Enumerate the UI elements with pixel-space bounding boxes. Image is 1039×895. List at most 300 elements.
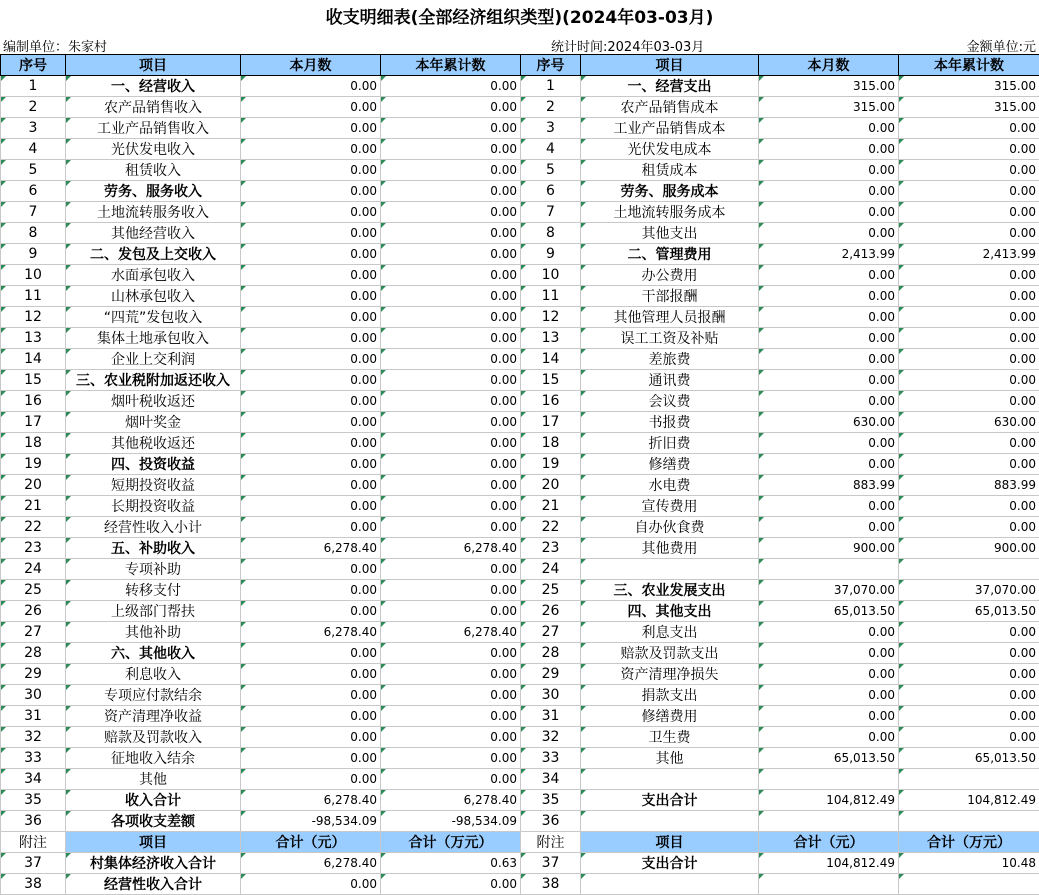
income-ytd-cell: 0.00: [381, 391, 521, 412]
serial-cell: 36: [1, 811, 66, 832]
serial-cell: 25: [1, 580, 66, 601]
expense-month-cell: 0.00: [759, 706, 899, 727]
table-row: [1, 811, 1039, 832]
income-item-cell: 五、补助收入: [66, 538, 241, 559]
income-month-cell: 0.00: [241, 349, 381, 370]
income-ytd-cell: 0.00: [381, 118, 521, 139]
expense-item-cell: [581, 874, 759, 895]
income-item-cell: 工业产品销售收入: [66, 118, 241, 139]
expense-ytd-cell: 883.99: [899, 475, 1039, 496]
income-ytd-cell: 0.00: [381, 244, 521, 265]
income-month-cell: 0.00: [241, 223, 381, 244]
header-row: [1, 55, 1039, 76]
expense-ytd-cell: 0.00: [899, 433, 1039, 454]
serial-cell: 2: [1, 97, 66, 118]
income-ytd-cell: 0.00: [381, 601, 521, 622]
expense-ytd-cell: [899, 874, 1039, 895]
serial-cell: 22: [521, 517, 581, 538]
expense-month-cell: 0.00: [759, 517, 899, 538]
serial-cell: 16: [521, 391, 581, 412]
serial-cell: 26: [521, 601, 581, 622]
income-ytd-cell: 0.00: [381, 706, 521, 727]
expense-item-cell: 利息支出: [581, 622, 759, 643]
serial-cell: 13: [1, 328, 66, 349]
table-row: [1, 370, 1039, 391]
serial-cell: 15: [521, 370, 581, 391]
subheader-row: [1, 832, 1039, 853]
table-row: [1, 454, 1039, 475]
income-item-cell: 土地流转服务收入: [66, 202, 241, 223]
income-ytd-cell: 0.00: [381, 517, 521, 538]
expense-month-cell: 0.00: [759, 664, 899, 685]
income-item-cell: 光伏发电收入: [66, 139, 241, 160]
expense-ytd-cell: [899, 559, 1039, 580]
income-item-cell: 上级部门帮扶: [66, 601, 241, 622]
expense-item-cell: 其他费用: [581, 538, 759, 559]
income-item-cell: 各项收支差额: [66, 811, 241, 832]
income-month-cell: 0.00: [241, 454, 381, 475]
income-month-cell: 6,278.40: [241, 622, 381, 643]
income-ytd-cell: 0.00: [381, 97, 521, 118]
serial-cell: 7: [1, 202, 66, 223]
serial-cell: 31: [521, 706, 581, 727]
expense-month-cell: 0.00: [759, 454, 899, 475]
income-ytd-cell: 0.00: [381, 874, 521, 895]
expense-month-cell: 630.00: [759, 412, 899, 433]
summary-row: [1, 874, 1039, 895]
table-row: [1, 97, 1039, 118]
expense-ytd-cell: 315.00: [899, 76, 1039, 97]
expense-ytd-cell: 0.00: [899, 286, 1039, 307]
serial-cell: 17: [521, 412, 581, 433]
income-month-cell: 0.00: [241, 370, 381, 391]
income-item-cell: 其他经营收入: [66, 223, 241, 244]
expense-item-cell: 资产清理净损失: [581, 664, 759, 685]
income-expense-table: [0, 54, 1039, 895]
income-month-cell: 0.00: [241, 685, 381, 706]
expense-item-cell: 办公费用: [581, 265, 759, 286]
income-month-cell: 0.00: [241, 727, 381, 748]
income-ytd-cell: 0.00: [381, 454, 521, 475]
serial-cell: 17: [1, 412, 66, 433]
table-row: [1, 391, 1039, 412]
income-month-cell: 0.00: [241, 580, 381, 601]
income-month-cell: 0.00: [241, 328, 381, 349]
income-month-cell: 0.00: [241, 601, 381, 622]
serial-cell: 3: [521, 118, 581, 139]
serial-cell: 20: [1, 475, 66, 496]
expense-item-cell: 光伏发电成本: [581, 139, 759, 160]
expense-month-cell: [759, 769, 899, 790]
income-item-cell: 六、其他收入: [66, 643, 241, 664]
expense-item-cell: 土地流转服务成本: [581, 202, 759, 223]
serial-cell: 34: [1, 769, 66, 790]
income-month-cell: 0.00: [241, 265, 381, 286]
income-item-cell: 专项补助: [66, 559, 241, 580]
serial-cell: 6: [1, 181, 66, 202]
income-ytd-cell: 0.00: [381, 265, 521, 286]
table-row: [1, 601, 1039, 622]
expense-item-cell: 修缮费: [581, 454, 759, 475]
income-item-cell: 转移支付: [66, 580, 241, 601]
table-row: [1, 685, 1039, 706]
serial-cell: 29: [1, 664, 66, 685]
income-item-cell: 农产品销售收入: [66, 97, 241, 118]
expense-item-cell: 三、农业发展支出: [581, 580, 759, 601]
table-row: [1, 76, 1039, 97]
serial-cell: 21: [1, 496, 66, 517]
expense-ytd-cell: 65,013.50: [899, 748, 1039, 769]
expense-month-cell: 315.00: [759, 97, 899, 118]
income-item-cell: 烟叶税收返还: [66, 391, 241, 412]
expense-ytd-cell: 0.00: [899, 181, 1039, 202]
table-row: [1, 790, 1039, 811]
income-month-cell: 0.00: [241, 559, 381, 580]
serial-cell: 10: [1, 265, 66, 286]
col-serial-left: 序号: [1, 55, 66, 76]
serial-cell: 15: [1, 370, 66, 391]
expense-ytd-cell: 10.48: [899, 853, 1039, 874]
expense-month-cell: 0.00: [759, 391, 899, 412]
expense-ytd-cell: 0.00: [899, 223, 1039, 244]
income-month-cell: 0.00: [241, 643, 381, 664]
income-ytd-cell: 0.00: [381, 160, 521, 181]
income-item-cell: 集体土地承包收入: [66, 328, 241, 349]
subheader-total-yuan-right: 合计（元）: [759, 832, 899, 853]
expense-ytd-cell: 0.00: [899, 370, 1039, 391]
expense-item-cell: 其他管理人员报酬: [581, 307, 759, 328]
summary-row: [1, 853, 1039, 874]
income-ytd-cell: 0.00: [381, 286, 521, 307]
income-month-cell: 6,278.40: [241, 790, 381, 811]
table-row: [1, 517, 1039, 538]
expense-ytd-cell: 0.00: [899, 643, 1039, 664]
note-label-left: 附注: [1, 832, 66, 853]
expense-item-cell: 误工工资及补贴: [581, 328, 759, 349]
income-month-cell: 0.00: [241, 139, 381, 160]
income-month-cell: 0.00: [241, 118, 381, 139]
serial-cell: 21: [521, 496, 581, 517]
income-ytd-cell: 0.00: [381, 370, 521, 391]
income-month-cell: 0.00: [241, 664, 381, 685]
expense-ytd-cell: 0.00: [899, 685, 1039, 706]
expense-ytd-cell: 65,013.50: [899, 601, 1039, 622]
table-row: [1, 349, 1039, 370]
expense-ytd-cell: 315.00: [899, 97, 1039, 118]
expense-item-cell: 干部报酬: [581, 286, 759, 307]
table-row: [1, 622, 1039, 643]
expense-month-cell: 315.00: [759, 76, 899, 97]
serial-cell: 19: [1, 454, 66, 475]
subheader-total-wan-left: 合计（万元）: [381, 832, 521, 853]
serial-cell: 7: [521, 202, 581, 223]
income-item-cell: 其他税收返还: [66, 433, 241, 454]
serial-cell: 35: [521, 790, 581, 811]
expense-item-cell: 工业产品销售成本: [581, 118, 759, 139]
expense-month-cell: 883.99: [759, 475, 899, 496]
income-item-cell: 收入合计: [66, 790, 241, 811]
expense-item-cell: [581, 559, 759, 580]
serial-cell: 36: [521, 811, 581, 832]
table-row: [1, 727, 1039, 748]
income-ytd-cell: 0.00: [381, 76, 521, 97]
income-item-cell: 烟叶奖金: [66, 412, 241, 433]
table-row: [1, 433, 1039, 454]
income-item-cell: 一、经营收入: [66, 76, 241, 97]
income-ytd-cell: 0.00: [381, 475, 521, 496]
expense-ytd-cell: 0.00: [899, 265, 1039, 286]
income-item-cell: 租赁收入: [66, 160, 241, 181]
serial-cell: 24: [1, 559, 66, 580]
income-item-cell: 经营性收入合计: [66, 874, 241, 895]
serial-cell: 27: [1, 622, 66, 643]
income-item-cell: 村集体经济收入合计: [66, 853, 241, 874]
income-month-cell: 0.00: [241, 97, 381, 118]
expense-ytd-cell: 0.00: [899, 118, 1039, 139]
income-ytd-cell: 6,278.40: [381, 790, 521, 811]
income-month-cell: 0.00: [241, 475, 381, 496]
expense-ytd-cell: [899, 811, 1039, 832]
expense-month-cell: [759, 874, 899, 895]
money-unit: 金额单位:元: [967, 36, 1036, 55]
table-row: [1, 706, 1039, 727]
serial-cell: 4: [1, 139, 66, 160]
income-item-cell: 利息收入: [66, 664, 241, 685]
table-row: [1, 265, 1039, 286]
serial-cell: 28: [1, 643, 66, 664]
serial-cell: 3: [1, 118, 66, 139]
table-row: [1, 160, 1039, 181]
expense-ytd-cell: 2,413.99: [899, 244, 1039, 265]
expense-item-cell: 农产品销售成本: [581, 97, 759, 118]
table-row: [1, 139, 1039, 160]
expense-item-cell: 通讯费: [581, 370, 759, 391]
serial-cell: 1: [521, 76, 581, 97]
expense-month-cell: 2,413.99: [759, 244, 899, 265]
income-month-cell: 0.00: [241, 391, 381, 412]
serial-cell: 30: [521, 685, 581, 706]
income-month-cell: 0.00: [241, 874, 381, 895]
col-ytd-left: 本年累计数: [381, 55, 521, 76]
table-row: [1, 181, 1039, 202]
serial-cell: 35: [1, 790, 66, 811]
table-row: [1, 643, 1039, 664]
expense-ytd-cell: 630.00: [899, 412, 1039, 433]
income-month-cell: 0.00: [241, 517, 381, 538]
table-row: [1, 748, 1039, 769]
compiling-unit: 编制单位：朱家村: [3, 36, 107, 55]
expense-item-cell: 四、其他支出: [581, 601, 759, 622]
expense-item-cell: 支出合计: [581, 853, 759, 874]
expense-ytd-cell: 900.00: [899, 538, 1039, 559]
expense-item-cell: 修缮费用: [581, 706, 759, 727]
expense-month-cell: 0.00: [759, 370, 899, 391]
income-ytd-cell: 0.00: [381, 580, 521, 601]
table-summary: [1, 832, 1039, 895]
report-title: 收支明细表(全部经济组织类型)(2024年03-03月): [0, 0, 1039, 34]
expense-month-cell: 65,013.50: [759, 748, 899, 769]
expense-month-cell: 0.00: [759, 349, 899, 370]
serial-cell: 27: [521, 622, 581, 643]
expense-month-cell: 0.00: [759, 307, 899, 328]
income-ytd-cell: -98,534.09: [381, 811, 521, 832]
income-month-cell: 6,278.40: [241, 853, 381, 874]
serial-cell: 4: [521, 139, 581, 160]
serial-cell: 32: [521, 727, 581, 748]
expense-ytd-cell: 0.00: [899, 139, 1039, 160]
income-item-cell: 经营性收入小计: [66, 517, 241, 538]
expense-month-cell: 0.00: [759, 265, 899, 286]
col-item-right: 项目: [581, 55, 759, 76]
expense-ytd-cell: 0.00: [899, 622, 1039, 643]
expense-month-cell: 0.00: [759, 622, 899, 643]
expense-month-cell: 104,812.49: [759, 790, 899, 811]
income-ytd-cell: 0.00: [381, 727, 521, 748]
serial-cell: 23: [521, 538, 581, 559]
income-ytd-cell: 0.00: [381, 559, 521, 580]
income-item-cell: 其他: [66, 769, 241, 790]
table-row: [1, 202, 1039, 223]
table-row: [1, 412, 1039, 433]
table-row: [1, 307, 1039, 328]
expense-item-cell: [581, 769, 759, 790]
expense-month-cell: 0.00: [759, 685, 899, 706]
expense-month-cell: 900.00: [759, 538, 899, 559]
income-ytd-cell: 0.00: [381, 496, 521, 517]
serial-cell: 38: [521, 874, 581, 895]
expense-month-cell: 0.00: [759, 181, 899, 202]
income-ytd-cell: 0.00: [381, 139, 521, 160]
expense-ytd-cell: 0.00: [899, 202, 1039, 223]
expense-item-cell: 捐款支出: [581, 685, 759, 706]
expense-item-cell: 一、经营支出: [581, 76, 759, 97]
income-ytd-cell: 0.00: [381, 748, 521, 769]
income-ytd-cell: 0.00: [381, 223, 521, 244]
expense-ytd-cell: 0.00: [899, 664, 1039, 685]
serial-cell: 29: [521, 664, 581, 685]
income-month-cell: 0.00: [241, 748, 381, 769]
expense-ytd-cell: 104,812.49: [899, 790, 1039, 811]
col-serial-right: 序号: [521, 55, 581, 76]
expense-month-cell: 104,812.49: [759, 853, 899, 874]
income-item-cell: 三、农业税附加返还收入: [66, 370, 241, 391]
expense-ytd-cell: 37,070.00: [899, 580, 1039, 601]
table-row: [1, 286, 1039, 307]
income-ytd-cell: 0.00: [381, 685, 521, 706]
expense-ytd-cell: 0.00: [899, 496, 1039, 517]
table-row: [1, 538, 1039, 559]
table-row: [1, 769, 1039, 790]
income-item-cell: 专项应付款结余: [66, 685, 241, 706]
expense-month-cell: 0.00: [759, 496, 899, 517]
income-month-cell: 0.00: [241, 433, 381, 454]
expense-month-cell: 0.00: [759, 139, 899, 160]
income-item-cell: 山林承包收入: [66, 286, 241, 307]
serial-cell: 11: [1, 286, 66, 307]
income-item-cell: 短期投资收益: [66, 475, 241, 496]
income-month-cell: 0.00: [241, 181, 381, 202]
table-row: [1, 328, 1039, 349]
serial-cell: 26: [1, 601, 66, 622]
col-month-left: 本月数: [241, 55, 381, 76]
table-row: [1, 244, 1039, 265]
income-item-cell: 水面承包收入: [66, 265, 241, 286]
income-ytd-cell: 6,278.40: [381, 538, 521, 559]
serial-cell: 37: [1, 853, 66, 874]
expense-month-cell: 0.00: [759, 286, 899, 307]
expense-item-cell: 其他: [581, 748, 759, 769]
income-item-cell: 二、发包及上交收入: [66, 244, 241, 265]
note-label-right: 附注: [521, 832, 581, 853]
serial-cell: 19: [521, 454, 581, 475]
subheader-total-yuan-left: 合计（元）: [241, 832, 381, 853]
serial-cell: 9: [521, 244, 581, 265]
expense-month-cell: 0.00: [759, 643, 899, 664]
table-body: [1, 76, 1039, 832]
serial-cell: 28: [521, 643, 581, 664]
expense-item-cell: 赔款及罚款支出: [581, 643, 759, 664]
income-ytd-cell: 0.00: [381, 412, 521, 433]
serial-cell: 14: [521, 349, 581, 370]
serial-cell: 13: [521, 328, 581, 349]
serial-cell: 20: [521, 475, 581, 496]
serial-cell: 38: [1, 874, 66, 895]
col-month-right: 本月数: [759, 55, 899, 76]
expense-ytd-cell: 0.00: [899, 328, 1039, 349]
serial-cell: 23: [1, 538, 66, 559]
income-item-cell: 赔款及罚款收入: [66, 727, 241, 748]
income-month-cell: 0.00: [241, 496, 381, 517]
income-month-cell: 0.00: [241, 286, 381, 307]
income-item-cell: 企业上交利润: [66, 349, 241, 370]
income-ytd-cell: 0.00: [381, 328, 521, 349]
expense-ytd-cell: 0.00: [899, 706, 1039, 727]
serial-cell: 12: [521, 307, 581, 328]
expense-item-cell: 自办伙食费: [581, 517, 759, 538]
serial-cell: 33: [1, 748, 66, 769]
income-ytd-cell: 0.00: [381, 307, 521, 328]
expense-item-cell: 折旧费: [581, 433, 759, 454]
serial-cell: 14: [1, 349, 66, 370]
income-ytd-cell: 0.00: [381, 664, 521, 685]
expense-ytd-cell: 0.00: [899, 160, 1039, 181]
serial-cell: 11: [521, 286, 581, 307]
income-ytd-cell: 0.00: [381, 769, 521, 790]
expense-month-cell: 0.00: [759, 160, 899, 181]
expense-ytd-cell: 0.00: [899, 454, 1039, 475]
col-item-left: 项目: [66, 55, 241, 76]
serial-cell: 2: [521, 97, 581, 118]
table-row: [1, 664, 1039, 685]
income-ytd-cell: 0.00: [381, 433, 521, 454]
expense-month-cell: [759, 811, 899, 832]
income-item-cell: 四、投资收益: [66, 454, 241, 475]
income-ytd-cell: 0.00: [381, 202, 521, 223]
expense-ytd-cell: 0.00: [899, 727, 1039, 748]
income-month-cell: 0.00: [241, 244, 381, 265]
serial-cell: 8: [1, 223, 66, 244]
serial-cell: 30: [1, 685, 66, 706]
income-item-cell: 其他补助: [66, 622, 241, 643]
serial-cell: 34: [521, 769, 581, 790]
income-month-cell: 0.00: [241, 769, 381, 790]
serial-cell: 25: [521, 580, 581, 601]
table-row: [1, 496, 1039, 517]
expense-ytd-cell: 0.00: [899, 391, 1039, 412]
expense-item-cell: 会议费: [581, 391, 759, 412]
income-ytd-cell: 0.00: [381, 181, 521, 202]
expense-ytd-cell: 0.00: [899, 307, 1039, 328]
